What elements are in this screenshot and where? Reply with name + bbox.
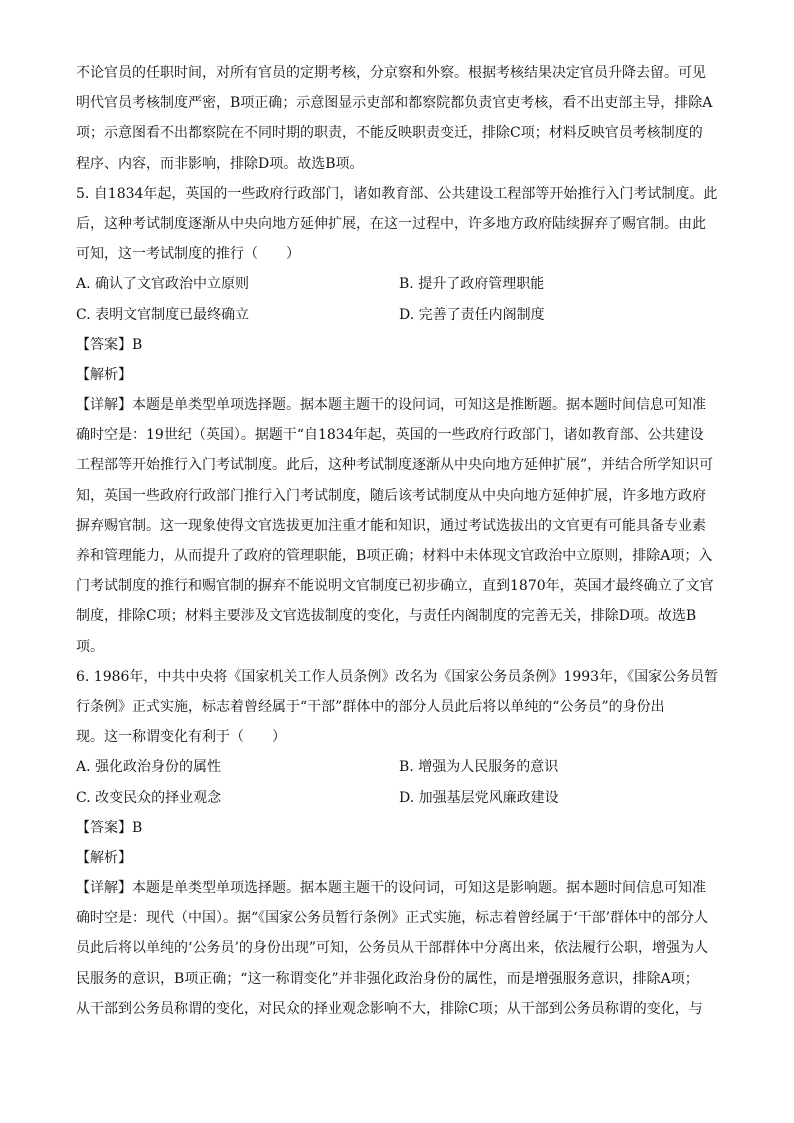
question-stem-line: 后，这种考试制度逐渐从中央向地方延伸扩展，在这一过程中，许多地方政府陆续摒弃了赐官制。由此 bbox=[76, 215, 706, 232]
detail-line: 工程部等开始推行入门考试制度。此后，这种考试制度逐渐从中央向地方延伸扩展”，并结合所学知识可 bbox=[76, 457, 714, 474]
analysis-label: 【解析】 bbox=[76, 366, 132, 383]
detail-line: 知，英国一些政府行政部门推行入门考试制度，随后该考试制度从中央向地方延伸扩展，许多地方政府 bbox=[76, 487, 706, 504]
answer-label: 【答案】B bbox=[76, 336, 143, 353]
text-line: 程序、内容，而非影响，排除D项。故选B项。 bbox=[76, 155, 364, 172]
detail-line: 摒弃赐官制。这一现象使得文官选拔更加注重才能和知识，通过考试选拔出的文官更有可能具备专业素 bbox=[76, 517, 706, 534]
options-row bbox=[76, 269, 718, 299]
detail-line: 员此后将以单纯的‘公务员’的身份出现”可知，公务员从干部群体中分离出来，依法履行公职，增强为人 bbox=[76, 940, 709, 957]
detail-line: 养和管理能力，从而提升了政府的管理职能，B项正确；材料中未体现文官政治中立原则，排除A项；入 bbox=[76, 548, 713, 564]
option-b: B. 提升了政府管理职能 bbox=[399, 276, 545, 293]
question-5 bbox=[76, 179, 718, 662]
detail-line: 民服务的意识，B项正确；“这一称谓变化”并非强化政治身份的属性，而是增强服务意识，排除A项； bbox=[76, 970, 699, 987]
detail-line: 【详解】本题是单类型单项选择题。据本题主题干的设问词，可知这是影响题。据本题时间信息可知准 bbox=[76, 880, 706, 897]
question-6 bbox=[76, 662, 718, 1024]
detail-line: 项。 bbox=[76, 638, 104, 655]
text-line: 项；示意图看不出都察院在不同时期的职责，不能反映职责变迁，排除C项；材料反映官员考核制度的 bbox=[76, 125, 703, 142]
option-c: C. 改变民众的择业观念 bbox=[76, 789, 222, 806]
option-d: D. 加强基层党风廉政建设 bbox=[399, 789, 559, 806]
question-stem-line: 现。这一称谓变化有利于（ ） bbox=[76, 729, 286, 746]
question-stem-line: 可知，这一考试制度的推行（ ） bbox=[76, 246, 300, 263]
detail-line: 门考试制度的推行和赐官制的摒弃不能说明文官制度已初步确立，直到1870年，英国才最终确立了文官 bbox=[76, 578, 714, 595]
detail-line: 确时空是：19世纪（英国）。据题干“自1834年起，英国的一些政府行政部门，诸如教育部、公共建设 bbox=[76, 427, 704, 444]
answer-label: 【答案】B bbox=[76, 819, 143, 836]
detail-line: 制度，排除C项；材料主要涉及文官选拔制度的变化，与责任内阁制度的完善无关，排除D项。故选B bbox=[76, 608, 697, 625]
options-row bbox=[76, 300, 718, 330]
detail-line: 【详解】本题是单类型单项选择题。据本题主题干的设问词，可知这是推断题。据本题时间信息可知准 bbox=[76, 397, 706, 414]
previous-explanation bbox=[76, 58, 718, 179]
options-row bbox=[76, 752, 718, 782]
detail-line: 从干部到公务员称谓的变化，对民众的择业观念影响不大，排除C项；从干部到公务员称谓的变化，与 bbox=[76, 1000, 703, 1017]
document-page bbox=[76, 58, 718, 1024]
option-c: C. 表明文官制度已最终确立 bbox=[76, 306, 250, 323]
question-stem-line: 6. 1986年，中共中央将《国家机关工作人员条例》改名为《国家公务员条例》1993年，《国家公务员暂 bbox=[76, 668, 719, 685]
text-line: 不论官员的任职时间，对所有官员的定期考核，分京察和外察。根据考核结果决定官员升降去留。可见 bbox=[76, 65, 706, 81]
option-a: A. 强化政治身份的属性 bbox=[76, 759, 222, 776]
options-row bbox=[76, 783, 718, 813]
analysis-label: 【解析】 bbox=[76, 849, 132, 866]
option-b: B. 增强为人民服务的意识 bbox=[399, 759, 559, 776]
question-stem-line: 行条例》正式实施，标志着曾经属于“干部”群体中的部分人员此后将以单纯的“公务员”的身份出 bbox=[76, 698, 665, 715]
detail-line: 确时空是：现代（中国）。据“《国家公务员暂行条例》正式实施，标志着曾经属于‘干部’群体中的部分人 bbox=[76, 910, 709, 927]
option-a: A. 确认了文官政治中立原则 bbox=[76, 276, 250, 293]
text-line: 明代官员考核制度严密，B项正确；示意图显示吏部和都察院都负责官吏考核，看不出吏部主导，排除A bbox=[76, 95, 713, 112]
question-stem-line: 5. 自1834年起，英国的一些政府行政部门，诸如教育部、公共建设工程部等开始推行入门考试制度。此 bbox=[76, 185, 718, 202]
option-d: D. 完善了责任内阁制度 bbox=[399, 306, 545, 323]
